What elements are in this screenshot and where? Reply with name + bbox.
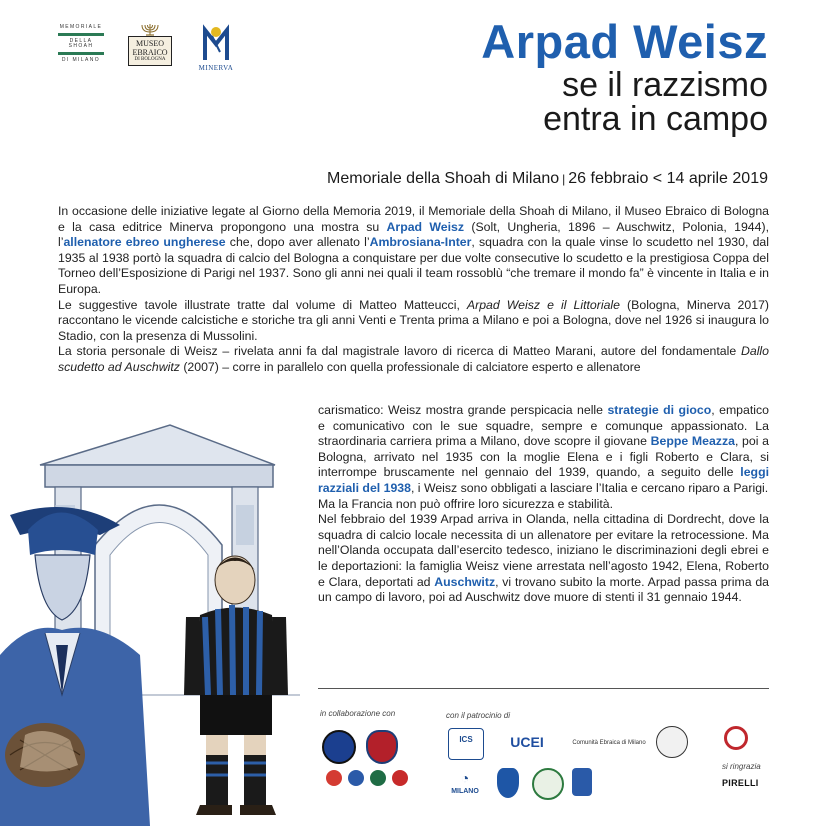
minerva-logo	[196, 22, 236, 72]
minerva-emblem-icon	[201, 22, 231, 62]
foundation-logo	[724, 726, 748, 750]
footer-divider	[318, 688, 769, 689]
highlight-ambrosiana-inter: Ambrosiana-Inter	[369, 235, 472, 250]
ics-logo: ICS	[448, 728, 484, 760]
text-run: , vi trovano subito la morte. Arpad passa prima da un campo di lavoro, poi ad Auschwitz dove muore di stenti il 31 gennaio 1944.	[318, 574, 769, 605]
paragraph-storia	[58, 344, 769, 375]
paragraph-carriera	[318, 403, 769, 497]
text-run: In occasione delle iniziative legate al Giorno della Memoria 2019, il Memoriale della Shoah di Milano, il Museo Ebraico di Bologna e la casa editrice Minerva propongono una mostra su	[58, 204, 769, 234]
text-run: (Solt, Ungheria, 1896 – Auschwitz, Polonia, 1944), l’	[58, 219, 769, 250]
venue-dates	[327, 170, 768, 188]
body-text-right	[318, 403, 769, 606]
poster-title: Arpad Weisz	[481, 15, 768, 68]
ucei-logo: UCEI	[510, 734, 544, 750]
ringrazia-label: si ringrazia	[722, 762, 761, 771]
figc-logo	[497, 768, 519, 798]
body-text-top	[58, 204, 769, 376]
highlight-strategie: strategie di gioco	[607, 403, 712, 417]
memoriale-logo-line: MEMORIALE	[59, 24, 103, 30]
minerva-label: MINERVA	[198, 64, 234, 72]
poster-subtitle-line2: entra in campo	[543, 100, 768, 138]
text-run: , i Weisz sono obbligati a lasciare l’Italia e cercano riparo a Parigi.	[410, 480, 769, 495]
text-run: (2007) – corre in parallelo con quella professionale di calciatore esperto e allenatore	[179, 359, 641, 374]
memoriale-logo	[58, 22, 104, 66]
partner-logos	[58, 22, 236, 72]
text-run: , poi a Bologna, arrivato nel 1935 con la moglie Elena e i figli Roberto e Clara, si interrompe bruscamente nel gennaio del 1939, quando, a seguito delle	[318, 434, 770, 480]
venue-dates-text: 26 febbraio < 14 aprile 2019	[568, 170, 768, 187]
venue-separator: |	[562, 172, 566, 186]
museo-logo-line: MUSEO	[135, 39, 164, 48]
text-run: , empatico e comunicativo con le sue squadre, sempre e comunque appassionato. La straordinaria carriera prima a Milano, dove scopre il giovane	[318, 403, 769, 449]
highlight-allenatore: allenatore ebreo ungherese	[63, 235, 226, 250]
highlight-arpad-weisz: Arpad Weisz	[386, 219, 465, 234]
memoriale-logo-line: DELLA SHOAH	[68, 38, 94, 49]
text-run: Nel febbraio del 1939 Arpad arriva in Olanda, nella cittadina di Dordrecht, dove la squadra di calcio locale necessita di un allenatore per evitare la retrocessione. Ma nell’Olanda occupata dall’esercito tedesco, iniziano le discriminazioni degli ebrei e le deportazioni: la famiglia Weisz viene arrestata nell’agosto 1942, Elena, Roberto e Clara, deportati ad	[318, 512, 769, 589]
text-run: , squadra con la quale vinse lo scudetto nel 1930, dal 1935 al 1938 portò la squadra di calcio del Bologna a conquistare per due volte consecutive lo scudetto e la prestigiosa Coppa del Torneo dell’Esposizione di Parigi nel 1937. Sono gli anni nei quali il team rossoblù “che tremare il mondo fa” è vincente in Italia e in Europa.	[58, 235, 769, 296]
highlight-meazza: Beppe Meazza	[650, 434, 735, 449]
inter-club-badge	[322, 730, 356, 764]
museo-logo-line: EBRAICO	[132, 48, 168, 57]
club-badge-red	[392, 770, 408, 786]
highlight-leggi-razziali: leggi razziali del 1938	[318, 465, 769, 495]
text-run: (Bologna, Minerva 2017) raccontano le vicende calcistiche e storiche tra gli anni Venti e Trenta prima a Milano e poi a Bologna, dove nel 1926 si inaugura lo Stadio, con la presenza di Mussolini.	[58, 297, 769, 343]
poster-subtitle-line1: se il razzismo	[562, 66, 768, 104]
text-run: che, dopo aver allenato l’	[225, 235, 370, 250]
csi-logo: ◔	[460, 770, 470, 786]
bologna-club-badge	[366, 730, 398, 764]
club-badge-blue	[348, 770, 364, 786]
weisz-illustration	[0, 395, 318, 826]
coni-logo	[532, 768, 564, 800]
highlight-auschwitz: Auschwitz	[434, 574, 496, 589]
paragraph-francia: Ma la Francia non può offrire loro sicurezza e stabilità.	[318, 496, 614, 511]
collab-label: in collaborazione con	[320, 709, 396, 718]
book-title: Dallo scudetto ad Auschwitz	[58, 344, 769, 374]
club-badge-green	[370, 770, 386, 786]
museo-ebraico-logo	[126, 22, 174, 66]
sponsor-pirelli: PIRELLI	[722, 778, 759, 788]
memoriale-logo-line: DI MILANO	[61, 57, 101, 63]
comunita-ebraica-logo: Comunità Ebraica di Milano	[572, 740, 646, 746]
rabbinical-seal-logo	[656, 726, 688, 758]
paragraph-olanda	[318, 512, 769, 606]
sport-federation-logo	[572, 768, 592, 796]
patrocinio-label: con il patrocinio di	[446, 711, 511, 720]
menorah-icon	[139, 22, 161, 36]
paragraph-intro	[58, 204, 769, 298]
csi-milano-label: MILANO	[451, 788, 479, 795]
text-run: carismatico: Weisz mostra grande perspicacia nelle	[318, 403, 608, 417]
milan-club-badge	[326, 770, 342, 786]
museo-logo-line: DI BOLOGNA	[134, 57, 166, 62]
text-run: Le suggestive tavole illustrate tratte dal volume di Matteo Matteucci,	[58, 297, 467, 312]
text-run: La storia personale di Weisz – rivelata anni fa dal magistrale lavoro di ricerca di Matteo Marani, autore del fondamentale	[58, 344, 741, 359]
paragraph-tavole	[58, 298, 769, 345]
venue-place: Memoriale della Shoah di Milano	[327, 170, 560, 187]
poster-title-block	[481, 16, 768, 136]
book-title: Arpad Weisz e il Littoriale	[466, 297, 620, 312]
